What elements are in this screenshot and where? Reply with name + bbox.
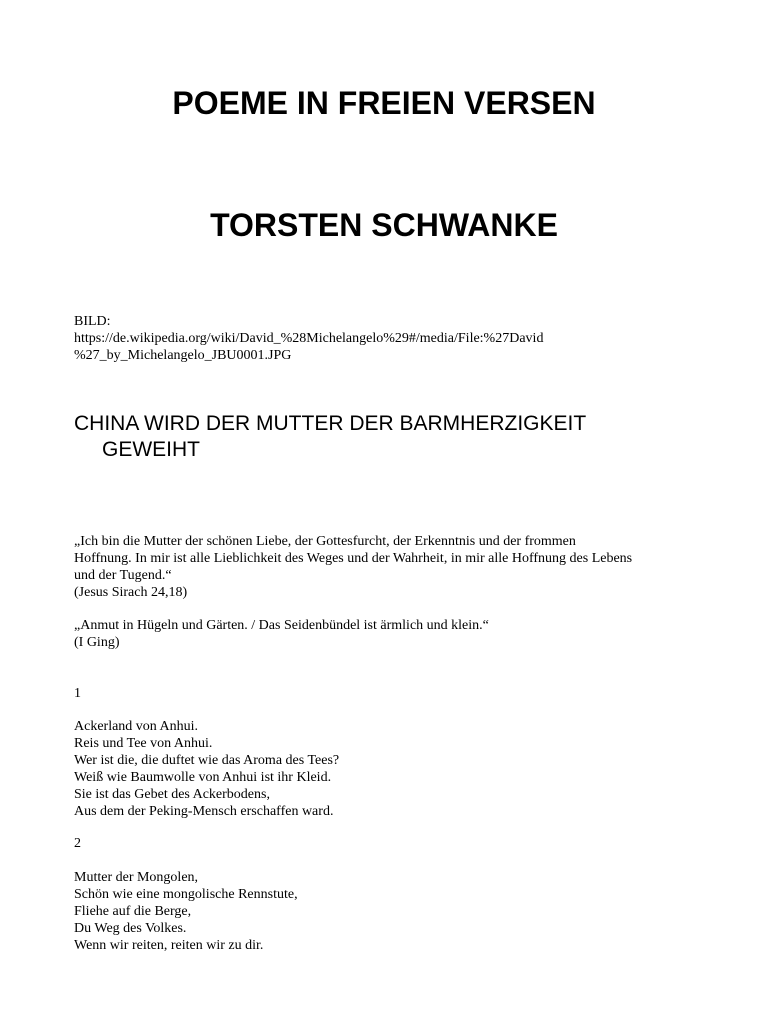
epigraph-line: Hoffnung. In mir ist alle Lieblichkeit des Weges und der Wahrheit, in mir alle Hoffnung des Lebens: [74, 551, 633, 566]
verse-line: Sie ist das Gebet des Ackerbodens,: [74, 787, 270, 802]
poem-heading-line-2: GEWEIHT: [102, 438, 200, 461]
document-title: POEME IN FREIEN VERSEN: [172, 85, 596, 121]
verse-line: Reis und Tee von Anhui.: [74, 736, 213, 751]
stanza-1: [74, 718, 714, 820]
epigraph-sirach: [74, 533, 714, 601]
epigraph-line: und der Tugend.“: [74, 568, 172, 583]
verse-line: Fliehe auf die Berge,: [74, 904, 192, 919]
stanza-2: [74, 869, 714, 954]
epigraph-i-ging: [74, 617, 714, 651]
poem-heading: [74, 411, 714, 463]
verse-line: Ackerland von Anhui.: [74, 719, 199, 734]
verse-line: Wenn wir reiten, reiten wir zu dir.: [74, 938, 264, 953]
verse-line: Weiß wie Baumwolle von Anhui ist ihr Kleid.: [74, 770, 332, 785]
verse-line: Schön wie eine mongolische Rennstute,: [74, 887, 298, 902]
image-reference-label: BILD:: [74, 314, 111, 329]
section-number-1: 1: [74, 686, 81, 701]
verse-line: Mutter der Mongolen,: [74, 870, 199, 885]
image-reference: [74, 313, 714, 364]
epigraph-source: (Jesus Sirach 24,18): [74, 585, 188, 600]
poem-heading-line-1: CHINA WIRD DER MUTTER DER BARMHERZIGKEIT: [74, 412, 587, 435]
verse-line: Wer ist die, die duftet wie das Aroma des Tees?: [74, 753, 340, 768]
author-name: TORSTEN SCHWANKE: [210, 207, 558, 243]
epigraph-source: (I Ging): [74, 635, 120, 650]
verse-line: Du Weg des Volkes.: [74, 921, 187, 936]
epigraph-line: „Anmut in Hügeln und Gärten. / Das Seidenbündel ist ärmlich und klein.“: [74, 618, 489, 633]
section-number-2: 2: [74, 836, 81, 851]
image-reference-url: https://de.wikipedia.org/wiki/David_%28Michelangelo%29#/media/File:%27David: [74, 331, 544, 346]
verse-line: Aus dem der Peking-Mensch erschaffen ward.: [74, 804, 334, 819]
epigraph-line: „Ich bin die Mutter der schönen Liebe, der Gottesfurcht, der Erkenntnis und der frommen: [74, 534, 576, 549]
image-reference-url-cont: %27_by_Michelangelo_JBU0001.JPG: [74, 348, 292, 363]
